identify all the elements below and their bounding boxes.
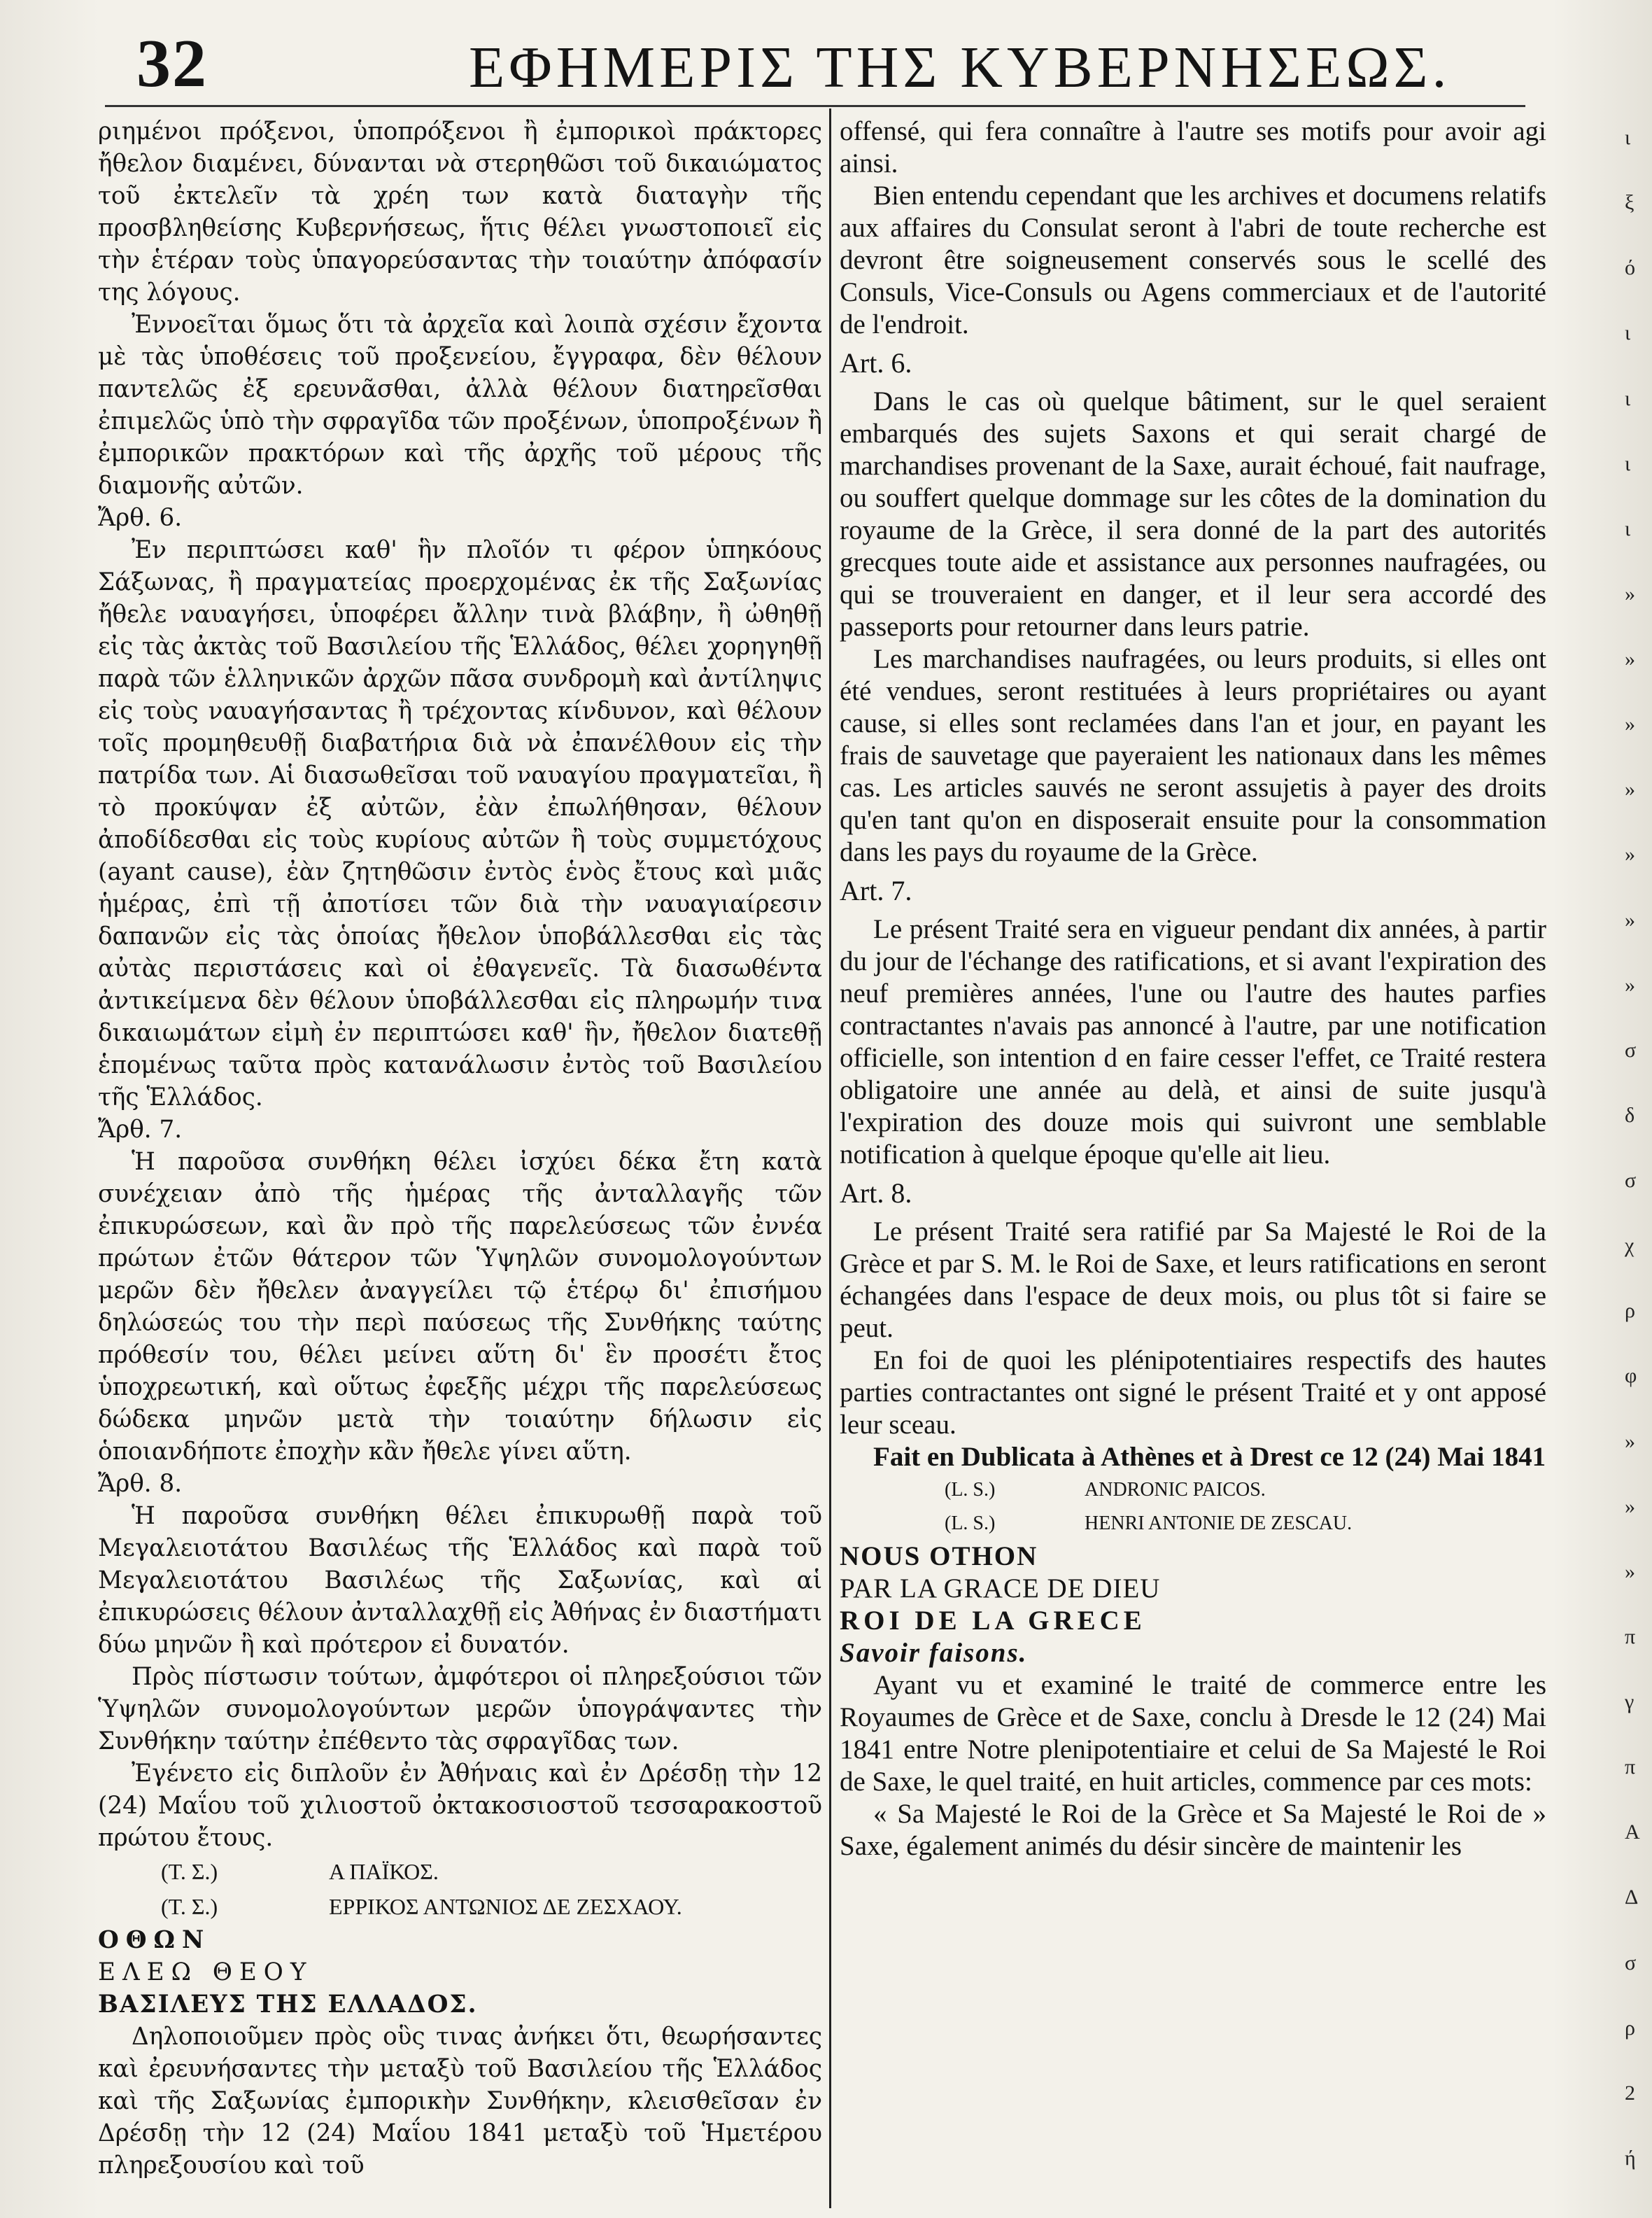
paragraph: Ἡ παροῦσα συνθήκη θέλει ἐπικυρωθῇ παρὰ τοῦ Μεγαλειοτάτου Βασιλέως τῆς Ἑλλάδος καὶ παρὰ τοῦ Μεγαλειοτάτου Βασιλέως τῆς Σαξωνίας, καὶ αἱ ἐπικυρώσεις θέλουν ἀνταλλαχθῇ εἰς Ἀθήνας ἐν διαστήματι δύω μηνῶν ἢ καὶ πρότερον εἰ δυνατόν. (98, 1502, 822, 1659)
article-heading: Art. 6. (840, 347, 912, 379)
paragraph: Bien entendu cependant que les archives et documens relatifs aux affaires du Consulat seront à l'abri de toute recherche est devront être soigneusement conservés sous le scellé des Consuls, Vice-Consuls ou Agens commerciaux et de l'autorité de l'endroit. (840, 181, 1546, 339)
edge-fragment: σ (1625, 1169, 1637, 1192)
edge-fragment: ι (1625, 321, 1631, 344)
paragraph: « Sa Majesté le Roi de la Grèce et Sa Majesté le Roi de » Saxe, également animés du désir sincère de maintenir les (840, 1799, 1546, 1861)
seal-mark: (Τ. Σ.) (161, 1859, 218, 1884)
signature-row (98, 1889, 822, 1924)
paragraph: Δηλοποιοῦμεν πρὸς οὓς τινας ἀνήκει ὅτι, θεωρήσαντες καὶ ἐρευνήσαντες τὴν μεταξὺ τοῦ Βασιλείου τῆς Ἑλλάδος καὶ τῆς Σαξωνίας ἐμπορικὴν Συνθήκην, κλεισθεῖσαν ἐν Δρέσδῃ τὴν 12 (24) Μαΐου 1841 μεταξὺ τοῦ Ἡμετέρου πληρεξουσίου καὶ τοῦ (98, 2023, 822, 2180)
paragraph: offensé, qui fera connaître à l'autre ses motifs pour avoir agi ainsi. (840, 116, 1546, 178)
paragraph: Le présent Traité sera ratifié par Sa Majesté le Roi de la Grèce et par S. M. le Roi de Saxe, et leurs ratifications en seront échangées dans l'espace de deux mois, ou plus tôt si faire se peut. (840, 1216, 1546, 1343)
edge-fragment: » (1625, 1430, 1635, 1453)
edge-fragment: ρ (1625, 1299, 1635, 1322)
edge-fragment: » (1625, 908, 1635, 932)
edge-fragment: ό (1625, 256, 1635, 279)
edge-fragment: ι (1625, 387, 1631, 410)
seal-mark: (L. S.) (945, 1479, 996, 1501)
edge-fragment: δ (1625, 1104, 1635, 1127)
edge-fragment: » (1625, 843, 1635, 866)
edge-fragment: ι (1625, 126, 1631, 149)
edge-fragment: » (1625, 1495, 1635, 1518)
article-heading: Ἄρθ. 6. (98, 504, 183, 532)
grace-of-god-heading: ΕΛΕΩ ΘΕΟΥ (98, 1958, 313, 1986)
paragraph: ριημένοι πρόξενοι, ὑποπρόξενοι ἢ ἐμπορικοὶ πράκτορες ἤθελον διαμένει, δύνανται νὰ στερηθῶσι τοῦ δικαιώματος τοῦ ἐκτελεῖν τὰ χρέη των κατὰ διαταγὴν τῆς προσβληθείσης Κυβερνήσεως, ἥτις θέλει γνωστοποιεῖ εἰς τὴν ἑτέραν τοὺς ὑπαγορεύσαντας τὴν τοιαύτην ἀπόφασίν της λόγους. (98, 118, 822, 307)
grace-of-god-heading: PAR LA GRACE DE DIEU (840, 1573, 1161, 1603)
paragraph: Ayant vu et examiné le traité de commerce entre les Royaumes de Grèce et de Saxe, conclu à Dresde le 12 (24) Mai 1841 entre Notre plenipotentiaire et celui de Sa Majesté le Roi de Saxe, le quel traité, en huit articles, commence par ces mots: (840, 1670, 1546, 1797)
edge-fragment: » (1625, 974, 1635, 997)
paragraph: Ἐννοεῖται ὅμως ὅτι τὰ ἀρχεῖα καὶ λοιπὰ σχέσιν ἔχοντα μὲ τὰς ὑποθέσεις τοῦ προξενείου, ἔγγραφα, δὲν θέλουν παντελῶς ἐξ ερευνᾶσθαι, ἀλλὰ θέλουν διατηρεῖσθαι ἐπιμελῶς ὑπὸ τὴν σφραγῖδα τῶν προξένων, ὑποπροξένων ἢ ἐμπορικῶν πρακτόρων καὶ τῆς ἀρχῆς τοῦ μέρους τῆς διαμονῆς αὐτῶν. (98, 311, 822, 500)
paragraph: En foi de quoi les plénipotentiaires respectifs des hautes parties contractantes ont signé le présent Traité et y ont apposé leur sceau. (840, 1345, 1546, 1440)
edge-fragment: ι (1625, 452, 1631, 475)
edge-fragment: Α (1625, 1820, 1640, 1844)
edge-fragment: ρ (1625, 2016, 1635, 2040)
running-head-title: ΕΦΗΜΕΡΙΣ ΤΗΣ ΚΥΒΕΡΝΗΣΕΩΣ. (469, 35, 1451, 100)
edge-fragment: π (1625, 1755, 1636, 1778)
french-column (840, 115, 1546, 2208)
royal-name-heading: NOUS OTHON (840, 1541, 1038, 1571)
paragraph: Dans le cas où quelque bâtiment, sur le quel seraient embarqués des sujets Saxons et qui serait chargé de marchandises provenant de la Saxe, aurait échoué, fait naufrage, ou souffert quelque dommage sur les côtes de la domination du royaume de la Grèce, il sera donné de la part des autorités grecques toute aide et assistance aux personnes naufragées, ou qui se trouveraient en danger, et il leur sera accordé des passeports pour retourner dans leurs patrie. (840, 386, 1546, 642)
greek-column (98, 115, 822, 2208)
page-number: 32 (136, 26, 208, 101)
article-heading: Art. 7. (840, 875, 912, 906)
king-title-heading: ΒΑΣΙΛΕΥΣ ΤΗΣ ΕΛΛΑΔΟΣ. (98, 1991, 478, 2019)
paragraph: Πρὸς πίστωσιν τούτων, ἀμφότεροι οἱ πληρεξούσιοι τῶν Ὑψηλῶν συνομολογούντων μερῶν ὑπογράψαντες τὴν Συνθήκην ταύτην ἐπέθεντο τὰς σφραγῖδας των. (98, 1663, 822, 1755)
next-page-edge (1622, 112, 1652, 2212)
edge-fragment: » (1625, 582, 1635, 605)
edge-fragment: Δ (1625, 1886, 1639, 1909)
paragraph: Ἐν περιπτώσει καθ' ἣν πλοῖόν τι φέρον ὑπηκόους Σάξωνας, ἢ πραγματείας προερχομένας ἐκ τῆς Σαξωνίας ἤθελε ναυαγήσει, ὑποφέρει ἄλλην τινὰ βλάβην, ἢ ὠθηθῇ εἰς τὰς ἀκτὰς τοῦ Βασιλείου τῆς Ἑλλάδος, θέλει χορηγηθῇ παρὰ τῶν ἑλληνικῶν ἀρχῶν πᾶσα συνδρομὴ καὶ ἀντίληψις εἰς τοὺς ναυαγήσαντας ἢ τρέχοντας κίνδυνον, καὶ θέλουν τοῖς προμηθευθῇ διαβατήρια διὰ νὰ ἐπανέλθουν εἰς τὴν πατρίδα των. Αἱ διασωθεῖσαι τοῦ ναυαγίου πραγματεῖαι, ἢ τὸ προκύψαν ἐξ αὐτῶν, ἐὰν ἐπωλήθησαν, θέλουν ἀποδίδεσθαι εἰς τοὺς κυρίους αὐτῶν ἢ τοὺς συμμετόχους (ayant cause), ἐὰν ζητηθῶσιν ἐντὸς ἑνὸς ἔτους καὶ μιᾶς ἡμέρας, ἐπὶ τῇ ἀποτίσει τῶν διὰ τὴν ναυαγιαίρεσιν δαπανῶν εἰς τὰς ὁποίας ἤθελον ὑποβάλλεσθαι εἰς τὰς αὐτὰς περιστάσεις καὶ οἱ ἐθαγενεῖς. Τὰ διασωθέντα ἀντικείμενα δὲν θέλουν ὑποβάλλεσθαι εἰς πληρωμήν τινα δικαιωμάτων εἰμὴ ἐν περιπτώσει καθ' ἣν, ἤθελον διατεθῇ ἑπομένως ταῦτα πρὸς κατανάλωσιν ἐντὸς τοῦ Βασιλείου τῆς Ἑλλάδος. (98, 536, 822, 1111)
edge-fragment: σ (1625, 1951, 1637, 1974)
paragraph: Le présent Traité sera en vigueur pendant dix années, à partir du jour de l'échange des ratifications, et si avant l'expiration des neuf premières années, l'une ou l'autre des hautes parfies contractantes n'avais pas annoncé à l'autre, par une notification officielle, son intention d en faire cesser l'effet, ce Traité restera obligatoire une année au delà, et ainsi de suite jusqu'à l'expiration des douze mois qui suivront une semblable notification à quelque époque qu'elle ait lieu. (840, 914, 1546, 1170)
paragraph: Les marchandises naufragées, ou leurs produits, si elles ont été vendues, seront restituées à leurs propriétaires ou ayant cause, si elles sont reclamées dans l'an et jour, en payant les frais de sauvetage que payeraient les nationaux dans les mêmes cas. Les articles sauvés ne seront assujetis à payer des droits qu'en tant qu'on en disposerait ensuite pour la consommation dans les pays du royaume de la Grèce. (840, 644, 1546, 867)
edge-fragment: ξ (1625, 191, 1635, 214)
article-heading: Ἄρθ. 7. (98, 1116, 183, 1144)
edge-fragment: » (1625, 778, 1635, 801)
edge-fragment: » (1625, 647, 1635, 671)
royal-name-heading: ΟΘΩΝ (98, 1926, 211, 1954)
edge-fragment: » (1625, 1560, 1635, 1583)
edge-fragment: ι (1625, 517, 1631, 540)
seal-mark: (Τ. Σ.) (161, 1894, 218, 1919)
signatory-name: Α ΠΑΪΚΟΣ. (329, 1859, 439, 1884)
edge-fragment: γ (1625, 1690, 1635, 1713)
signature-row (840, 1507, 1546, 1540)
seal-mark: (L. S.) (945, 1512, 996, 1534)
edge-fragment: » (1625, 713, 1635, 736)
signature-row (840, 1473, 1546, 1507)
paragraph: Fait en Dublicata à Athènes et à Drest ce 12 (24) Mai 1841 (873, 1442, 1546, 1472)
page-header (105, 14, 1574, 112)
edge-fragment: π (1625, 1625, 1636, 1648)
king-title-heading: ROI DE LA GRECE (840, 1606, 1146, 1636)
header-rule (105, 105, 1525, 107)
signatory-name: ΕΡΡΙΚΟΣ ΑΝΤΩΝΙΟΣ ΔΕ ΖΕΣΧΑΟΥ. (329, 1894, 682, 1919)
article-heading: Ἄρθ. 8. (98, 1470, 183, 1498)
edge-fragment: φ (1625, 1364, 1637, 1387)
article-heading: Art. 8. (840, 1177, 912, 1209)
edge-fragment: σ (1625, 1039, 1637, 1062)
edge-fragment: 2 (1625, 2082, 1635, 2105)
edge-fragment: χ (1625, 1234, 1635, 1257)
paragraph: Ἡ παροῦσα συνθήκη θέλει ἰσχύει δέκα ἔτη κατὰ συνέχειαν ἀπὸ τῆς ἡμέρας τῆς ἀνταλλαγῆς τῶν ἐπικυρώσεων, καὶ ἂν πρὸ τῆς παρελεύσεως τῶν ἐννέα πρώτων ἐτῶν θάτερον τῶν Ὑψηλῶν συνομολογούντων μερῶν δὲν ἤθελεν ἀναγγείλει τῷ ἑτέρῳ δι' ἐπισήμου δηλώσεώς του τὴν περὶ παύσεως τῆς Συνθήκης ταύτης πρόθεσίν του, θέλει μείνει αὕτη δι' ἓν προσέτι ἔτος ὑποχρεωτική, καὶ οὕτως ἐφεξῆς μέχρι τῆς παρελεύσεως δώδεκα μηνῶν μετὰ τὴν τοιαύτην δήλωσιν εἰς ὁποιανδήποτε ἐποχὴν κἂν ἤθελε γίνει αὕτη. (98, 1148, 822, 1466)
signature-row (98, 1854, 822, 1889)
column-divider (829, 108, 831, 2208)
signatory-name: HENRI ANTONIE DE ZESCAU. (1085, 1512, 1353, 1534)
paragraph: Ἐγένετο εἰς διπλοῦν ἐν Ἀθήναις καὶ ἐν Δρέσδῃ τὴν 12 (24) Μαΐου τοῦ χιλιοστοῦ ὀκτακοσιοστοῦ τεσσαρακοστοῦ πρώτου ἔτους. (98, 1760, 822, 1852)
signatory-name: ANDRONIC PAICOS. (1085, 1479, 1266, 1501)
proclamation-heading: Savoir faisons. (840, 1638, 1028, 1668)
edge-fragment: ή (1625, 2147, 1636, 2170)
